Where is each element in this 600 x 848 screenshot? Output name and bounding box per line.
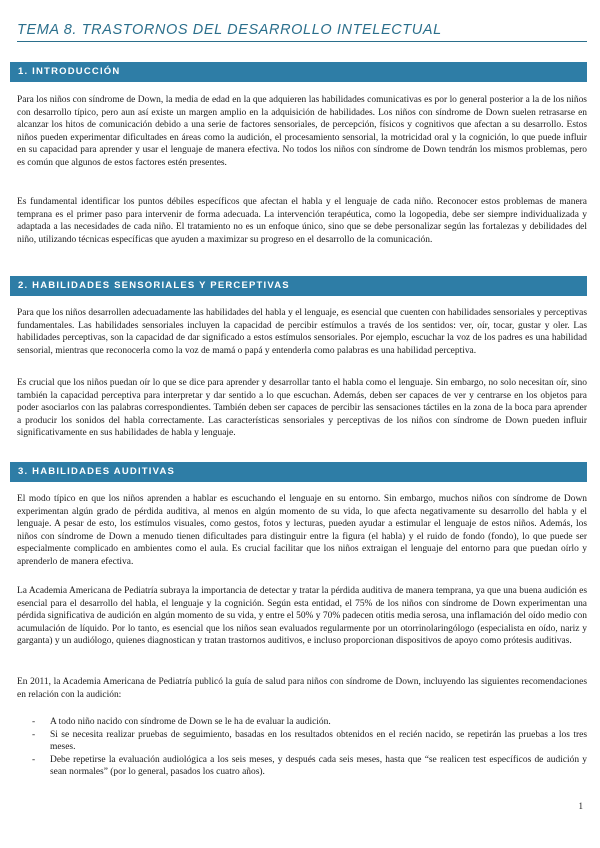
paragraph: En 2011, la Academia Americana de Pediatría publicó la guía de salud para niños con síndrome de Down, incluyendo las siguientes recomendaciones en relación con la audición: xyxy=(17,677,587,700)
dash-bullet: - xyxy=(32,729,36,740)
list-item xyxy=(17,754,587,779)
paragraph: Para los niños con síndrome de Down, la media de edad en la que adquieren las habilidades comunicativas es por lo general posterior a la de los niños con desarrollo típico, pero aun así existe un margen amplio en la adquisición de habilidades. Los niños con síndrome de Down suelen retrasarse en alcanzar los hitos de comunicación debido a una serie de factores sensoriales, de percepción, físicos y cognitivos que afectan a su desarrollo. Estos niños pueden experimentar dificultades en áreas como la audición, el procesamiento sensorial, la motricidad oral y la cognición, lo que puede influir en su capacidad para aprender y usar el lenguaje de manera efectiva. No todos los niños con síndrome de Down tendrán los mismos problemas, pero es común que algunos de estos factores estén presentes. xyxy=(17,95,587,168)
paragraph: La Academia Americana de Pediatría subraya la importancia de detectar y tratar la pérdida auditiva de manera temprana, ya que una buena audición es esencial para el desarrollo del habla, el lenguaje y la cognición. Según esta entidad, el 75% de los niños con síndrome de Down experimentan una pérdida significativa de audición en algún momento de su vida, y entre el 50% y 70% padecen otitis media serosa, una inflamación del oído medio con acumulación de líquido. Por lo tanto, es esencial que los niños sean evaluados regularmente por un otorrinolaringólogo (especialista en oído, nariz y garganta) y un audiólogo, quienes diagnostican y tratan trastornos auditivos, e incluso proporcionan dispositivos de apoyo como prótesis auditivas. xyxy=(17,586,587,647)
section-heading-introduccion: 1. INTRODUCCIÓN xyxy=(10,62,587,82)
dash-bullet: - xyxy=(32,754,36,765)
list-item xyxy=(17,716,587,729)
paragraph: El modo típico en que los niños aprenden a hablar es escuchando el lenguaje en su entorno. Sin embargo, muchos niños con síndrome de Down experimentan algún grado de pérdida auditiva, al menos en algún momento de su vida, lo que afecta negativamente su desarrollo del habla y el lenguaje. A pesar de esto, los estímulos visuales, como gestos, fotos y lecturas, pueden ayudar a estimular el lenguaje de estos niños. Además, los niños con síndrome de Down a menudo tienen dificultades para distinguir entre la figura (el habla) y el ruido de fondo (fondo), lo que puede ser especialmente complicado en ambientes como el aula. Es crucial facilitar que los niños extraigan el lenguaje del entorno para que puedan oírlo y aprenderlo de manera efectiva. xyxy=(17,494,587,567)
paragraph: Es crucial que los niños puedan oír lo que se dice para aprender y desarrollar tanto el habla como el lenguaje. Sin embargo, no solo necesitan oír, sino también la capacidad perceptiva para interpretar y dar sentido a lo que escuchan. Además, deben ser capaces de ver y centrarse en los objetos para poder asociarlos con las palabras correspondientes. También deben ser capaces de percibir las sensaciones táctiles en la zona de la boca para aprender a producir los sonidos del habla correctamente. Las características sensoriales y perceptivas de los niños con síndrome de Down pueden influir significativamente en sus habilidades de habla y lenguaje. xyxy=(17,378,587,439)
list-item-text: Debe repetirse la evaluación audiológica a los seis meses, y después cada seis meses, hasta que “se realicen test específicos de audición y sean normales” (por lo general, pasados los cuatro años). xyxy=(50,754,587,778)
list-item-text: Si se necesita realizar pruebas de seguimiento, basadas en los resultados obtenidos en el recién nacido, se repetirán las pruebas a los tres meses. xyxy=(50,729,587,753)
dash-bullet: - xyxy=(32,717,36,727)
paragraph: Para que los niños desarrollen adecuadamente las habilidades del habla y el lenguaje, es esencial que cuenten con habilidades sensoriales y perceptivas fundamentales. Las habilidades sensoriales incluyen la capacidad de percibir estímulos a través de los sentidos: ver, oír, tocar, gustar y oler. Las habilidades perceptivas, son la capacidad de dar significado a estos estímulos sensoriales. Por ejemplo, escuchar la voz de los padres es una habilidad sensorial, mientras que reconocerla como la voz de mamá o papá y entenderla como palabras es una habilidad perceptiva. xyxy=(17,308,587,356)
paragraph: Es fundamental identificar los puntos débiles específicos que afectan el habla y el lenguaje de cada niño. Reconocer estos problemas de manera temprana es el primer paso para intervenir de forma adecuada. La intervención terapéutica, como la logopedia, debe ser siempre individualizada y adaptada a las necesidades de cada niño. El tratamiento no es un enfoque único, sino que se debe personalizar según las fortalezas y debilidades del niño, utilizando técnicas específicas que ayuden a maximizar su progreso en el desarrollo de la comunicación. xyxy=(17,197,587,245)
document-title: TEMA 8. TRASTORNOS DEL DESARROLLO INTELECTUAL xyxy=(17,22,587,42)
list-item-text: A todo niño nacido con síndrome de Down se le ha de evaluar la audición. xyxy=(50,717,331,727)
section-heading-habilidades-sensoriales: 2. HABILIDADES SENSORIALES Y PERCEPTIVAS xyxy=(10,276,587,296)
list-item xyxy=(17,729,587,754)
page-number: 1 xyxy=(578,801,583,811)
recommendations-list xyxy=(17,716,587,779)
section-heading-habilidades-auditivas: 3. HABILIDADES AUDITIVAS xyxy=(10,462,587,482)
